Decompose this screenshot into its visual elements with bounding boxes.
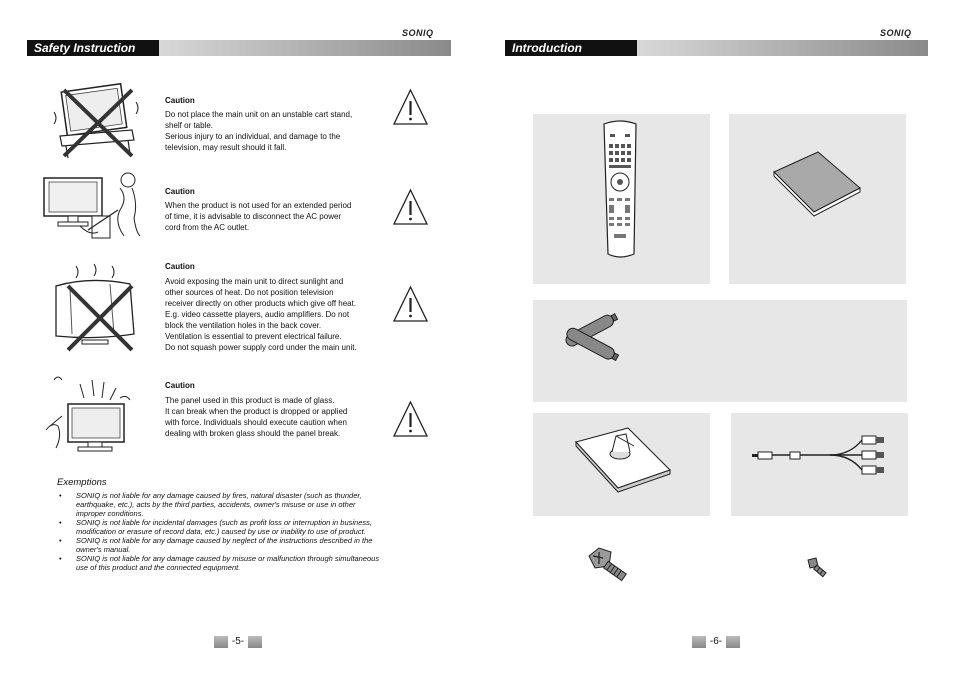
page-number-right: -6- [692, 636, 740, 648]
list-item: • SONIQ is not liable for any damage caused by fires, natural disaster (such as thunder, earthquake, etc.), acts by the third parties, accidents, owner's misuse or use in other improper conditions. [59, 491, 439, 518]
section-header-safety [27, 40, 451, 56]
batteries-icon [562, 310, 632, 366]
list-item: • SONIQ is not liable for any damage caused by neglect of the instructions described in the owner's manual. [59, 536, 439, 554]
warning-triangle-icon [392, 400, 429, 438]
caution-title-4: Caution [165, 381, 195, 390]
caution-title-2: Caution [165, 187, 195, 196]
caution-title-1: Caution [165, 96, 195, 105]
screw-large-icon [585, 546, 631, 584]
broken-glass-illustration [40, 370, 150, 460]
page-number-left: -5- [214, 636, 262, 648]
unplug-illustration [40, 170, 150, 250]
exemptions-list [59, 491, 439, 572]
list-item: • SONIQ is not liable for any damage caused by misuse or malfunction through simultaneous use of this product and the connected equipment. [59, 554, 439, 572]
manual-book-icon [770, 150, 865, 220]
warning-triangle-icon [392, 188, 429, 226]
screw-small-icon [806, 556, 828, 578]
caution-text-4: The panel used in this product is made of glass. It can break when the product is dropped or applied with force. Individuals should execute caution when dealing with broken glass should the panel break. [165, 396, 348, 438]
caution-text-1: Do not place the main unit on an unstable cart stand, shelf or table. Serious injury to an individual, and damage to the television, may result should it fall. [165, 110, 353, 152]
caution-text-2: When the product is not used for an extended period of time, it is advisable to disconnect the AC power cord from the AC outlet. [165, 201, 352, 232]
section-title: Introduction [505, 40, 637, 56]
caution-text-3: Avoid exposing the main unit to direct sunlight and other sources of heat. Do not position television receiver directly on other products which give off heat. E.g. video cassette players, audio amplifiers. Do not block the ventilation holes in the back cover. Ventilation is essential to prevent electrical failure. Do not squash power supply cord under the main unit. [165, 277, 357, 352]
stand-base-icon [572, 420, 672, 494]
brand-logo-left: SONIQ [402, 28, 434, 38]
unstable-cart-illustration [52, 84, 147, 159]
section-title: Safety Instruction [27, 40, 159, 56]
exemptions-title: Exemptions [57, 477, 107, 488]
warning-triangle-icon [392, 88, 429, 126]
av-cable-icon [750, 434, 890, 478]
remote-control-icon [600, 120, 640, 260]
heat-covered-illustration [50, 262, 150, 354]
caution-title-3: Caution [165, 262, 195, 271]
brand-logo-right: SONIQ [880, 28, 912, 38]
warning-triangle-icon [392, 285, 429, 323]
list-item: • SONIQ is not liable for incidental damages (such as profit loss or interruption in business, modification or erasure of record data, etc.) caused by use or inability to use of product. [59, 518, 439, 536]
section-header-introduction [505, 40, 928, 56]
